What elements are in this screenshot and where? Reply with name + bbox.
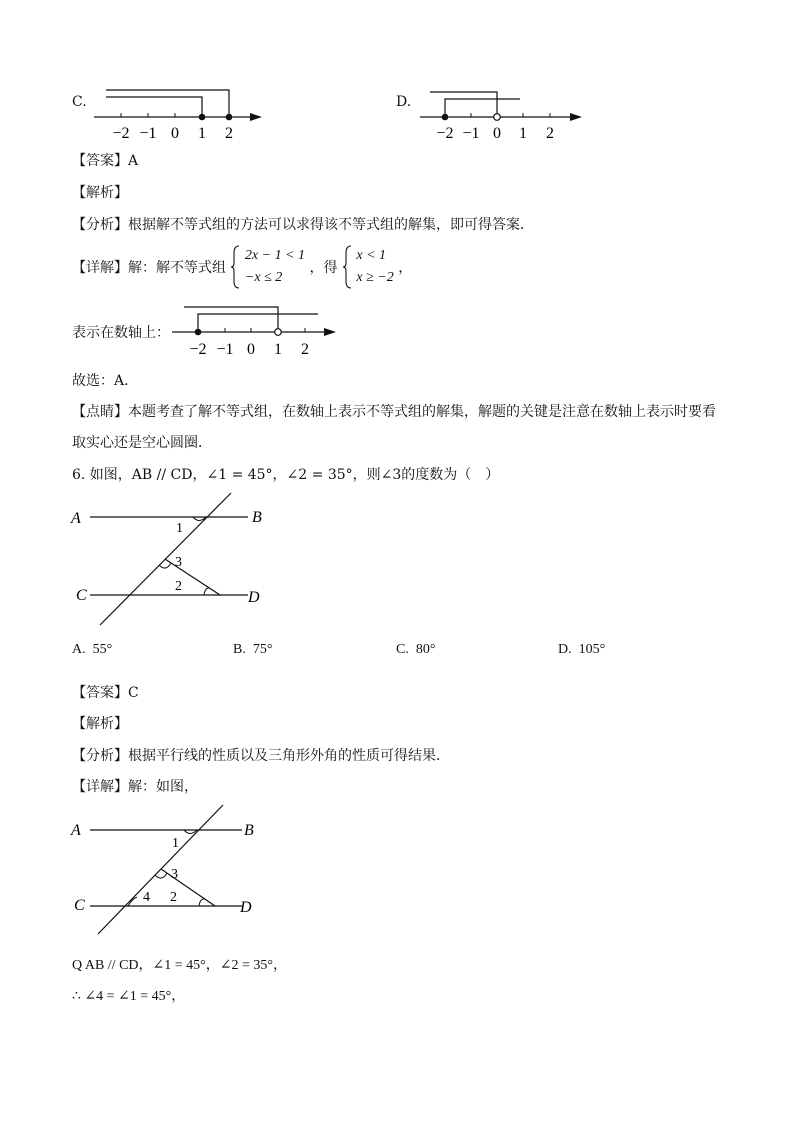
q5-numberline-label: 表示在数轴上： xyxy=(72,325,170,341)
option-letter: C. xyxy=(396,642,409,657)
label-A: A xyxy=(71,822,81,839)
tick-label: 2 xyxy=(301,341,309,358)
q6-therefore: ∴ ∠4 = ∠1 = 45°， xyxy=(72,989,186,1004)
option-d-label: D. xyxy=(396,94,412,110)
q5-answer: 【答案】A xyxy=(72,153,139,169)
label-D: D xyxy=(240,899,252,916)
ineq-line: x ≥ −2 xyxy=(356,270,394,285)
angle-1-label: 1 xyxy=(176,521,183,536)
inequality-system-2 xyxy=(356,245,393,289)
q6-because: Q AB // CD，∠1 = 45°，∠2 = 35°， xyxy=(72,958,287,973)
tick-label: 2 xyxy=(546,125,554,142)
tick-label: 1 xyxy=(274,341,282,358)
option-c-label: C. xyxy=(72,94,87,110)
tick-label: 0 xyxy=(493,125,501,142)
q5-dianjing-1: 【点睛】本题考查了解不等式组，在数轴上表示不等式组的解集，解题的关键是注意在数轴上表示时要看 xyxy=(72,404,716,420)
option-text: 75° xyxy=(252,642,273,657)
q6-fenxi: 【分析】根据平行线的性质以及三角形外角的性质可得结果． xyxy=(72,748,450,764)
q6-option-a xyxy=(72,642,112,658)
tick-label: −1 xyxy=(462,125,480,142)
label-B: B xyxy=(244,822,254,839)
option-text: 80° xyxy=(415,642,436,657)
ineq-line: 2x − 1 < 1 xyxy=(244,248,306,263)
q5-get: ，得 xyxy=(309,260,338,276)
label-C: C xyxy=(76,587,87,604)
tick-label: 0 xyxy=(171,125,179,142)
option-letter: B. xyxy=(233,642,246,657)
label-B: B xyxy=(252,509,262,526)
tick-label: 0 xyxy=(247,341,255,358)
q5-choose: 故选：A． xyxy=(72,373,139,389)
tick-label: 2 xyxy=(225,125,233,142)
q6-figure xyxy=(66,488,276,628)
angle-2-label: 2 xyxy=(175,579,182,594)
angle-3-label: 3 xyxy=(171,867,178,882)
left-brace-icon xyxy=(342,245,352,289)
tick-label: −2 xyxy=(436,125,454,142)
q5-detail-prefix: 【详解】解：解不等式组 xyxy=(72,260,226,276)
label-D: D xyxy=(248,589,260,606)
tick-label: 1 xyxy=(198,125,206,142)
angle-1-label: 1 xyxy=(172,836,179,851)
q6-option-c xyxy=(396,642,435,658)
option-text: 55° xyxy=(92,642,113,657)
option-letter: D. xyxy=(558,642,572,657)
label-C: C xyxy=(74,897,85,914)
option-text: 105° xyxy=(578,642,606,657)
angle-4-label: 4 xyxy=(143,890,150,905)
option-letter: A. xyxy=(72,642,86,657)
label-A: A xyxy=(71,510,81,527)
q6-option-d xyxy=(558,642,605,658)
q6-analysis-head: 【解析】 xyxy=(72,716,128,732)
left-brace-icon xyxy=(230,245,240,289)
q5-number-line xyxy=(168,302,346,360)
tick-label: −2 xyxy=(112,125,130,142)
q6-option-b xyxy=(233,642,272,658)
q5-analysis-head: 【解析】 xyxy=(72,185,128,201)
q5-detail xyxy=(72,245,412,291)
q5-dianjing-2: 取实心还是空心圆圈． xyxy=(72,435,212,451)
ineq-line: −x ≤ 2 xyxy=(244,270,283,285)
angle-2-label: 2 xyxy=(170,890,177,905)
tick-label: −1 xyxy=(216,341,234,358)
tick-label: 1 xyxy=(519,125,527,142)
tick-label: −2 xyxy=(189,341,207,358)
q5-comma: ， xyxy=(398,260,413,276)
q6-solution-figure xyxy=(66,800,276,940)
ineq-line: x < 1 xyxy=(356,248,387,263)
q6-stem: 6. 如图，AB // CD，∠1 = 45°，∠2 = 35°，则∠3的度数为（ ） xyxy=(72,467,500,483)
option-c-number-line xyxy=(88,84,268,142)
inequality-system-1 xyxy=(245,245,305,289)
q5-fenxi: 【分析】根据解不等式组的方法可以求得该不等式组的解集，即可得答案． xyxy=(72,217,534,233)
tick-label: −1 xyxy=(139,125,157,142)
option-d-number-line xyxy=(416,84,591,142)
angle-3-label: 3 xyxy=(175,555,182,570)
q6-answer: 【答案】C xyxy=(72,685,139,701)
q6-detail: 【详解】解：如图， xyxy=(72,779,198,795)
